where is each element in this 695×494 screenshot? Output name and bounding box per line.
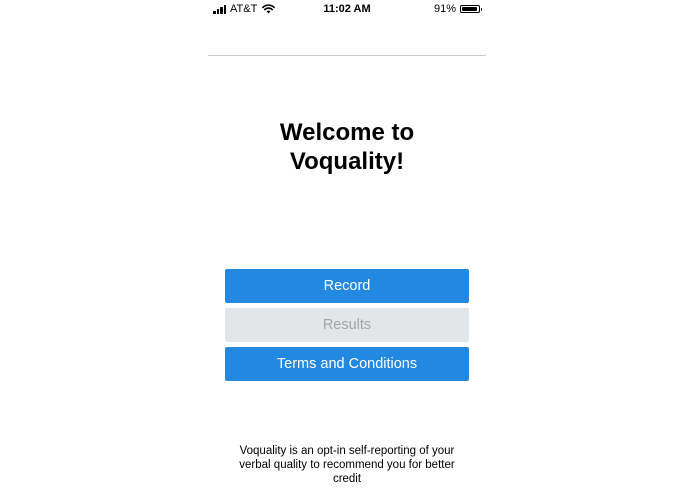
status-bar (208, 0, 486, 18)
battery-level-fill (462, 7, 477, 11)
welcome-title: Welcome to Voquality! (279, 119, 415, 175)
record-button[interactable]: Record (225, 269, 469, 303)
battery-percent: 91% (433, 3, 456, 15)
carrier-label: AT&T (230, 3, 258, 15)
battery-cap (481, 8, 483, 11)
terms-and-conditions-button[interactable]: Terms and Conditions (225, 347, 469, 381)
battery-icon (460, 5, 480, 13)
results-button[interactable]: Results (225, 308, 469, 342)
navigation-bar (208, 18, 486, 56)
status-right (434, 3, 480, 15)
status-time: 11:02 AM (323, 3, 371, 15)
app-description: Voquality is an opt-in self-reporting of your verbal quality to recommend you for better credit (239, 445, 455, 485)
